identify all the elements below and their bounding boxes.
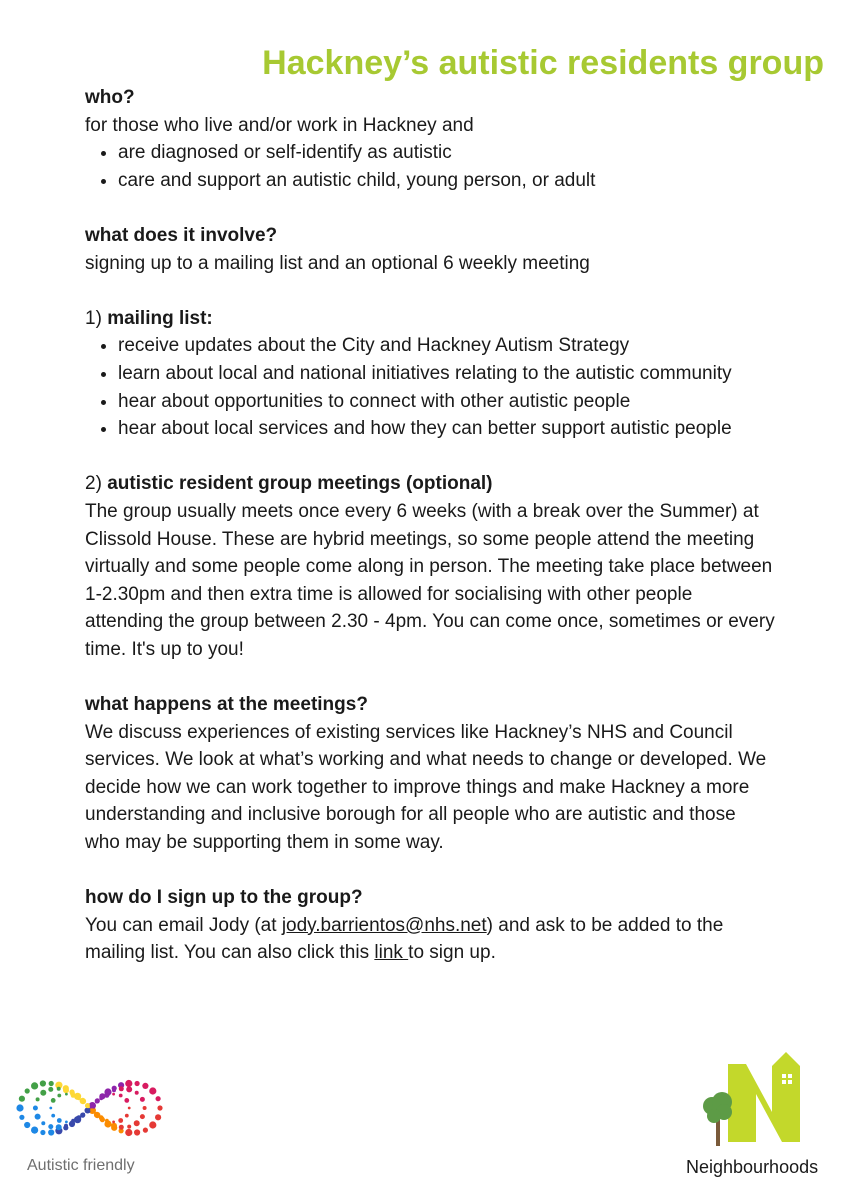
happens-text: We discuss experiences of existing services like Hackney’s NHS and Council services. We look at what’s working and what needs to change or developed. We decide how we can work together to improve things and make Hackney a more understanding and inclusive borough for all people who are autistic and those who may be supporting them in some way. [85, 721, 767, 854]
meetings-text: The group usually meets once every 6 weeks (with a break over the Summer) at Clissold House. These are hybrid meetings, so some people attend the meeting virtually and some people come along in person. The meeting take place between 1-2.30pm and then extra time is allowed for socialising with other people attending the group between 2.30 - 4pm. You can come once, sometimes or every time. It's up to you! [85, 500, 775, 660]
meetings-number: 2) [85, 473, 102, 495]
infinity-dot [99, 1115, 104, 1120]
infinity-dot [51, 1098, 56, 1103]
infinity-dot [82, 1101, 85, 1104]
neighbourhoods-logo [700, 1044, 810, 1150]
infinity-dot [149, 1087, 156, 1094]
infinity-dot [35, 1114, 41, 1120]
mailing-heading: mailing list: [107, 307, 213, 329]
infinity-dot [25, 1088, 30, 1093]
list-item: • receive updates about the City and Hackney Autism Strategy [118, 332, 775, 360]
infinity-dot [118, 1118, 123, 1123]
infinity-dot [143, 1128, 148, 1133]
infinity-dot [86, 1104, 91, 1109]
infinity-dot [19, 1115, 24, 1120]
who-heading: who? [85, 87, 135, 108]
infinity-dot [49, 1107, 52, 1110]
signup-link[interactable]: link [374, 942, 409, 964]
infinity-dot [128, 1107, 131, 1110]
infinity-dot [135, 1091, 139, 1095]
infinity-dot [119, 1125, 124, 1130]
infinity-dot [40, 1080, 46, 1086]
infinity-dot [111, 1123, 117, 1129]
infinity-dot [119, 1086, 124, 1091]
infinity-dot [76, 1115, 81, 1120]
infinity-dot [95, 1101, 98, 1104]
infinity-dot [65, 1121, 68, 1124]
infinity-dot [57, 1094, 61, 1098]
infinity-dot [36, 1097, 40, 1101]
mailing-list [85, 332, 775, 442]
infinity-dot [126, 1086, 132, 1092]
infinity-dot [65, 1093, 68, 1096]
infinity-dot [40, 1130, 45, 1135]
who-list [85, 139, 775, 194]
neighbourhoods-label: Neighbourhoods [686, 1157, 819, 1177]
infinity-dot [31, 1082, 38, 1089]
infinity-dot [90, 1108, 94, 1112]
infinity-dot [40, 1090, 46, 1096]
infinity-dot [64, 1124, 68, 1128]
list-item: • are diagnosed or self-identify as autistic [118, 139, 775, 167]
mailing-number: 1) [85, 307, 102, 329]
infinity-dot [86, 1108, 90, 1112]
n-letter-shape [728, 1052, 800, 1142]
infinity-dot [48, 1087, 53, 1092]
infinity-dot [127, 1125, 131, 1129]
infinity-dot [16, 1104, 23, 1111]
mailing-heading-line [85, 305, 775, 333]
page-title: Hackney’s autistic residents group [262, 44, 824, 82]
happens-heading: what happens at the meetings? [85, 694, 368, 716]
infinity-dot [119, 1094, 123, 1098]
infinity-dot [57, 1087, 61, 1091]
infinity-dot [48, 1124, 53, 1129]
infinity-dot [51, 1114, 55, 1118]
infinity-dot [77, 1096, 81, 1100]
infinity-dot [125, 1129, 132, 1136]
infinity-dot [90, 1104, 95, 1109]
infinity-dot [157, 1105, 162, 1110]
autistic-friendly-label: Autistic friendly [27, 1157, 135, 1174]
infinity-dot [149, 1121, 156, 1128]
infinity-dot [63, 1087, 69, 1093]
infinity-dot [33, 1106, 38, 1111]
list-item: • care and support an autistic child, young person, or adult [118, 167, 775, 195]
list-item: • learn about local and national initiatives relating to the autistic community [118, 360, 775, 388]
infinity-dot [112, 1093, 115, 1096]
infinity-dot [41, 1121, 45, 1125]
meetings-heading-line [85, 470, 775, 498]
infinity-dot [135, 1081, 140, 1086]
signup-text: You can email Jody (at jody.barrientos@nhs.net) and ask to be added to the mailing list. You can also click this link to sign up. [85, 914, 724, 964]
infinity-dot [24, 1122, 30, 1128]
document-body [85, 84, 775, 967]
infinity-dot [99, 1096, 103, 1100]
infinity-dot [82, 1113, 85, 1116]
infinity-dot [57, 1118, 62, 1123]
list-item: • hear about opportunities to connect with other autistic people [118, 388, 775, 416]
infinity-dot [112, 1121, 115, 1124]
infinity-dot [56, 1124, 62, 1130]
infinity-dot [140, 1114, 145, 1119]
involve-heading: what does it involve? [85, 224, 278, 246]
infinity-dot [134, 1120, 140, 1126]
infinity-dot [140, 1097, 145, 1102]
infinity-dot [124, 1098, 129, 1103]
infinity-dot [134, 1129, 140, 1135]
infinity-dot [71, 1093, 76, 1098]
infinity-dot [105, 1119, 109, 1123]
meetings-heading: autistic resident group meetings (optional) [107, 473, 493, 495]
involve-text: signing up to a mailing list and an optional 6 weekly meeting [85, 252, 590, 274]
infinity-dot [112, 1088, 116, 1092]
infinity-dot [125, 1080, 132, 1087]
infinity-dot [125, 1114, 129, 1118]
infinity-dot [31, 1127, 38, 1134]
autistic-friendly-logo [10, 1068, 170, 1152]
infinity-dot [156, 1096, 161, 1101]
infinity-dot [49, 1081, 54, 1086]
email-link[interactable]: jody.barrientos@nhs.net [281, 914, 487, 936]
infinity-dot [155, 1114, 161, 1120]
infinity-dot [142, 1083, 148, 1089]
infinity-dot [19, 1096, 25, 1102]
infinity-dot [71, 1119, 75, 1123]
infinity-dot [95, 1113, 98, 1116]
list-item: • hear about local services and how they can better support autistic people [118, 415, 775, 443]
signup-heading: how do I sign up to the group? [85, 887, 363, 909]
who-intro: for those who live and/or work in Hackney and [85, 114, 474, 136]
infinity-dot [143, 1106, 147, 1110]
infinity-dot [48, 1129, 54, 1135]
infinity-dot [105, 1093, 110, 1098]
